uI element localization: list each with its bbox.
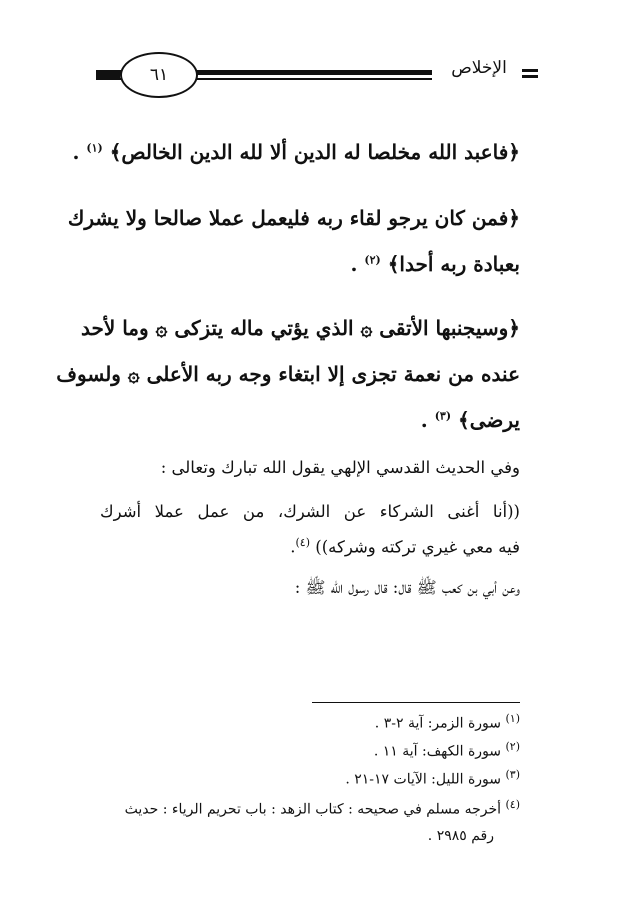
header-rule-right-top [522,69,538,72]
verse-text: بعبادة ربه أحدا﴾ [387,252,520,276]
page-header [96,48,538,100]
hadith-text: فيه معي غيري تركته وشركه)) [315,537,520,557]
verse-tail: . [72,140,87,164]
quran-verse-3-line-3 [100,408,520,432]
footnote-separator [312,702,520,703]
hadith-line-1: ((أنا أغنى الشركاء عن الشرك، من عمل عملا أشرك [100,502,520,521]
footnote-text: سورة الليل: الآيات ١٧-٢١ . [345,771,506,788]
footnote-4-continued: رقم ٢٩٨٥ . [427,828,494,844]
footnote-number: (٣) [505,768,520,781]
verse-text: يرضى﴾ [458,408,520,432]
quran-verse-2-line-2 [100,252,520,276]
footnote-number: (٤) [505,798,520,811]
header-rule-right-bottom [522,75,538,78]
footnote-2 [100,740,520,760]
page-number: ٦١ [120,52,198,98]
footnote-1 [100,712,520,732]
hadith-line-2 [100,536,520,557]
verse-text: ﴿فاعبد الله مخلصا له الدين ألا لله الدين الخالص﴾ [109,140,520,164]
footnote-text: أخرجه مسلم في صحيحه : كتاب الزهد : باب تحريم الرياء : حديث [124,801,506,818]
verse-tail: . [420,408,435,432]
paragraph-hadith-intro: وفي الحديث القدسي الإلهي يقول الله تبارك وتعالى : [160,458,520,477]
quran-verse-3-line-2: عنده من نعمة تجزى إلا ابتغاء وجه ربه الأعلى ۞ ولسوف [56,362,520,386]
footnote-ref: (٣) [434,409,452,423]
paragraph-narration: وعن أبي بن كعب ﷺ قال: قال رسول الله ﷺ : [294,578,520,597]
footnote-ref: (٢) [364,253,381,267]
footnote-ref: (١) [86,141,103,155]
quran-verse-1 [72,140,520,164]
footnote-text: سورة الكهف: آية ١١ . [373,743,506,760]
verse-tail: . [350,252,365,276]
hadith-tail: . [290,537,296,557]
footnote-ref: (٤) [295,536,311,549]
quran-verse-3-line-1: ﴿وسيجنبها الأتقى ۞ الذي يؤتي ماله يتزكى ۞ وما لأحد [80,316,520,340]
footnote-number: (٢) [505,740,520,753]
quran-verse-2-line-1: ﴿فمن كان يرجو لقاء ربه فليعمل عملا صالحا ولا يشرك [67,206,520,230]
footnote-4 [100,798,520,818]
footnote-3 [100,768,520,788]
chapter-title: الإخلاص [451,58,507,78]
footnote-text: سورة الزمر: آية ٢-٣ . [374,715,506,732]
footnote-number: (١) [505,712,520,725]
